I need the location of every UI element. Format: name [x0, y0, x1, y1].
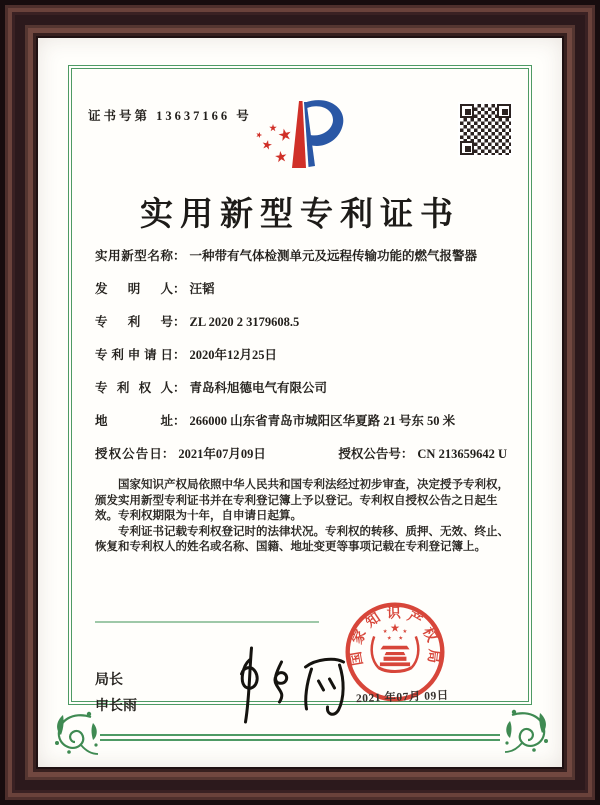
field-row-patentee — [95, 378, 507, 398]
colon: ： — [173, 249, 186, 263]
signer-block — [95, 668, 137, 720]
cnipa-logo-icon — [250, 96, 350, 184]
colon: ： — [173, 381, 186, 395]
seal-date: 2021 年07月 09日 — [355, 689, 449, 706]
field-value: 266000 山东省青岛市城阳区华夏路 21 号东 50 米 — [189, 414, 456, 428]
field-label: 授权公告号 — [338, 447, 401, 461]
colon: ： — [173, 348, 186, 362]
field-value: 汪韬 — [189, 282, 215, 296]
field-value: 2021年07月09日 — [178, 447, 266, 461]
field-label: 实用新型名称 — [95, 249, 173, 263]
signer-title: 局长 — [95, 673, 123, 688]
qr-code — [458, 102, 513, 157]
qr-finder-icon — [460, 141, 474, 155]
page-title: 实用新型专利证书 — [140, 197, 460, 233]
field-row-filing-date — [95, 345, 507, 365]
certificate-number: 证书号第 13637166 号 — [88, 109, 252, 123]
field-value: 一种带有气体检测单元及远程传输功能的燃气报警器 — [189, 249, 478, 263]
field-row-name — [95, 246, 507, 266]
signer-name: 申长雨 — [95, 699, 137, 714]
field-label: 发明人 — [95, 282, 173, 296]
colon: ： — [400, 447, 414, 461]
certificate-paper — [38, 38, 562, 767]
field-value: 青岛科旭德电气有限公司 — [189, 381, 328, 395]
field-label: 授权公告日 — [95, 447, 162, 461]
floral-ornament-icon — [51, 709, 101, 759]
field-row-inventor — [95, 279, 507, 299]
qr-finder-icon — [497, 104, 511, 118]
field-label: 专利权人 — [95, 381, 173, 395]
security-pattern-line — [95, 621, 319, 623]
field-value: 2020年12月25日 — [189, 348, 278, 362]
qr-modules — [460, 104, 511, 155]
colon: ： — [173, 414, 186, 428]
floral-ornament-icon — [502, 707, 552, 757]
field-value: CN 213659642 U — [417, 447, 507, 461]
seal-org-text: 国家知识产权局 — [348, 605, 442, 667]
field-list — [95, 246, 507, 477]
colon: ： — [161, 447, 175, 461]
legal-paragraph: 专利证书记载专利权登记时的法律状况。专利权的转移、质押、无效、终止、恢复和专利权人的姓名或名称、国籍、地址变更等事项记载在专利登记簿上。 — [95, 525, 509, 553]
colon: ： — [173, 315, 186, 329]
field-value: ZL 2020 2 3179608.5 — [189, 315, 300, 329]
legal-paragraph: 国家知识产权局依照中华人民共和国专利法经过初步审查，决定授予专利权，颁发实用新型专利证书并在专利登记簿上予以登记。专利权自授权公告之日起生效。专利权期限为十年，自申请日起算。 — [95, 479, 509, 522]
field-row-patent-no — [95, 312, 507, 332]
field-row-address — [95, 411, 507, 431]
national-emblem-icon — [380, 624, 410, 667]
legal-text — [95, 478, 509, 556]
qr-finder-icon — [460, 104, 474, 118]
colon: ： — [173, 282, 186, 296]
field-label: 专利申请日 — [95, 348, 173, 362]
field-label: 地址 — [95, 414, 173, 428]
bottom-rule — [100, 734, 500, 741]
field-label: 专利号 — [95, 315, 173, 329]
field-row-grant — [95, 444, 507, 464]
